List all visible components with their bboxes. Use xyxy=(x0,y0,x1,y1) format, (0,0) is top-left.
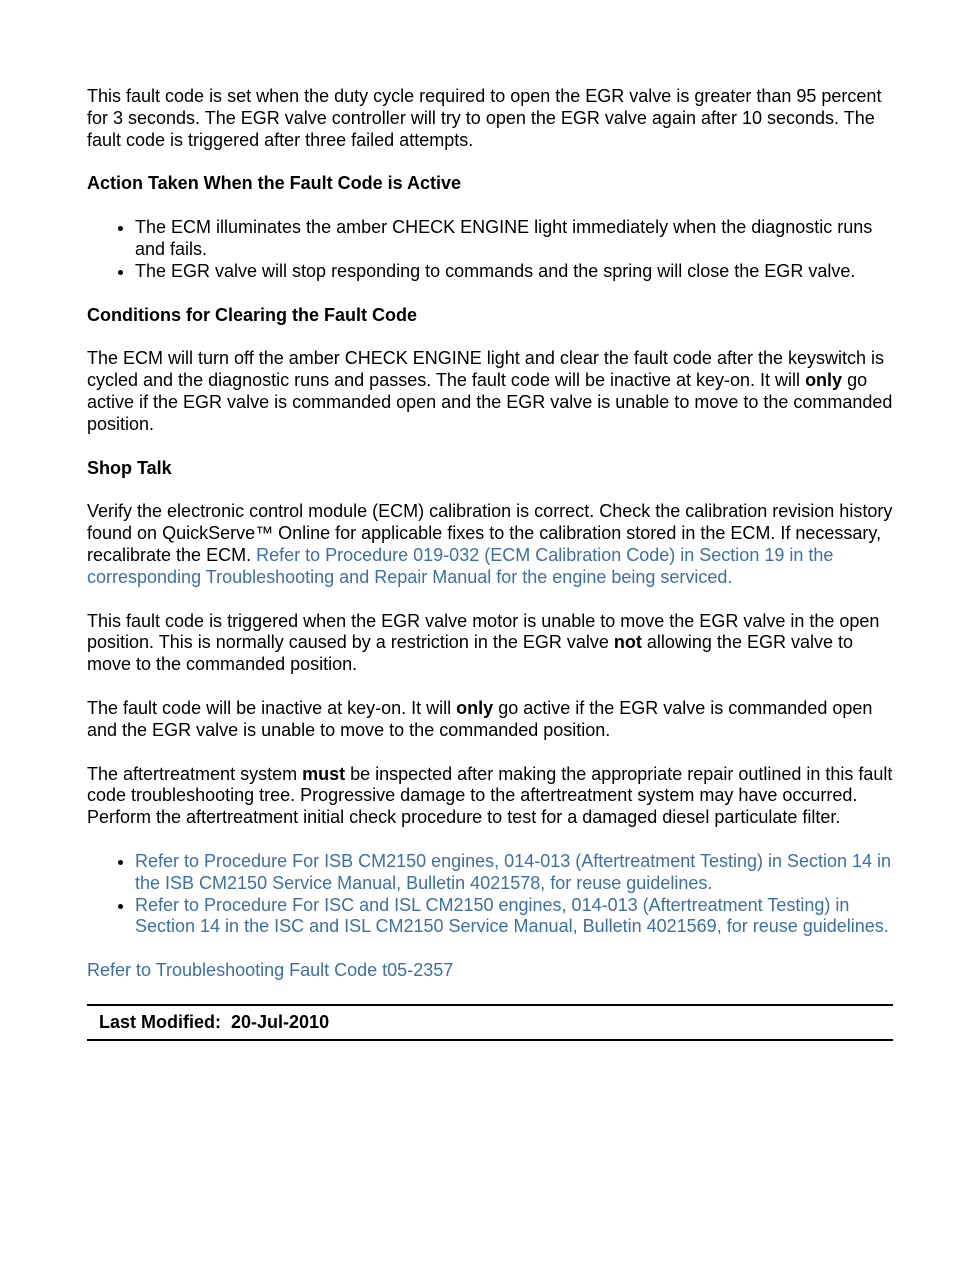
action-heading: Action Taken When the Fault Code is Active xyxy=(87,173,462,194)
clearing-paragraph xyxy=(87,348,893,435)
p4-text-2: be inspected after making the appropriate repair outlined in this fault code troubleshooting tree. Progressive damage to the aftertreatment system may have occurred. Perform the aftertreatment initial check procedure to test for a damaged diesel particulate filter. xyxy=(87,763,893,828)
last-modified-label: Last Modified: xyxy=(99,1011,221,1032)
last-modified-date: 20-Jul-2010 xyxy=(231,1011,330,1032)
list-item: The EGR valve will stop responding to commands and the spring will close the EGR valve. xyxy=(87,261,893,283)
intro-paragraph: This fault code is set when the duty cycle required to open the EGR valve is greater than 95 percent for 3 seconds. The EGR valve controller will try to open the EGR valve again after 10 seconds. The fault code is triggered after three failed attempts. xyxy=(87,86,882,150)
p4-text-1: The aftertreatment system xyxy=(87,763,303,784)
shop-talk-heading: Shop Talk xyxy=(87,457,172,478)
shop-talk-text: Verify the electronic control module (ECM) calibration is correct. Check the calibration revision history found on QuickServe™ Online for applicable fixes to the calibration stored in the ECM. If necessary, recalibrate the ECM. xyxy=(87,501,893,565)
ecm-calibration-link[interactable]: Refer to Procedure 019-032 (ECM Calibration Code) in Section 19 in the corresponding Troubleshooting and Repair Manual for the engine being serviced. xyxy=(87,544,834,587)
last-modified-bar xyxy=(87,1004,893,1041)
p2-text-2: allowing the EGR valve to move to the commanded position. xyxy=(87,632,853,675)
shop-talk-paragraph-2 xyxy=(87,611,893,676)
p2-emphasis: not xyxy=(613,632,642,653)
shop-talk-paragraph-4 xyxy=(87,764,893,829)
clearing-text-1: The ECM will turn off the amber CHECK ENGINE light and clear the fault code after the keyswitch is cycled and the diagnostic runs and passes. The fault code will be inactive at key-on. It will xyxy=(87,348,885,391)
list-item xyxy=(87,895,893,939)
isc-isl-aftertreatment-link[interactable]: Refer to Procedure For ISC and ISL CM2150 engines, 014-013 (Aftertreatment Testing) in Section 14 in the ISC and ISL CM2150 Service Manual, Bulletin 4021569, for reuse guidelines. xyxy=(135,894,889,937)
action-list xyxy=(87,217,893,282)
next-fault-code-paragraph xyxy=(87,960,893,982)
shop-talk-paragraph-3 xyxy=(87,698,893,742)
p4-emphasis: must xyxy=(302,763,346,784)
clearing-text-2: go active if the EGR valve is commanded open and the EGR valve is unable to move to the commanded position. xyxy=(87,370,893,434)
p3-emphasis: only xyxy=(456,697,494,718)
clearing-emphasis: only xyxy=(805,370,843,391)
p2-text-1: This fault code is triggered when the EGR valve motor is unable to move the EGR valve in the open position. This is normally caused by a restriction in the EGR valve xyxy=(87,610,880,653)
shop-talk-paragraph-1 xyxy=(87,501,893,588)
isb-aftertreatment-link[interactable]: Refer to Procedure For ISB CM2150 engines, 014-013 (Aftertreatment Testing) in Section 14 in the ISB CM2150 Service Manual, Bulletin 4021578, for reuse guidelines. xyxy=(135,850,892,893)
next-fault-code-link[interactable]: Refer to Troubleshooting Fault Code t05-2357 xyxy=(87,960,454,981)
document-page xyxy=(87,86,893,1041)
list-item xyxy=(87,851,893,895)
list-item: The ECM illuminates the amber CHECK ENGINE light immediately when the diagnostic runs and fails. xyxy=(87,217,893,261)
procedure-links-list xyxy=(87,851,893,938)
clearing-heading: Conditions for Clearing the Fault Code xyxy=(87,304,417,325)
p3-text-1: The fault code will be inactive at key-on. It will xyxy=(87,697,457,718)
p3-text-2: go active if the EGR valve is commanded open and the EGR valve is unable to move to the commanded position. xyxy=(87,697,873,740)
